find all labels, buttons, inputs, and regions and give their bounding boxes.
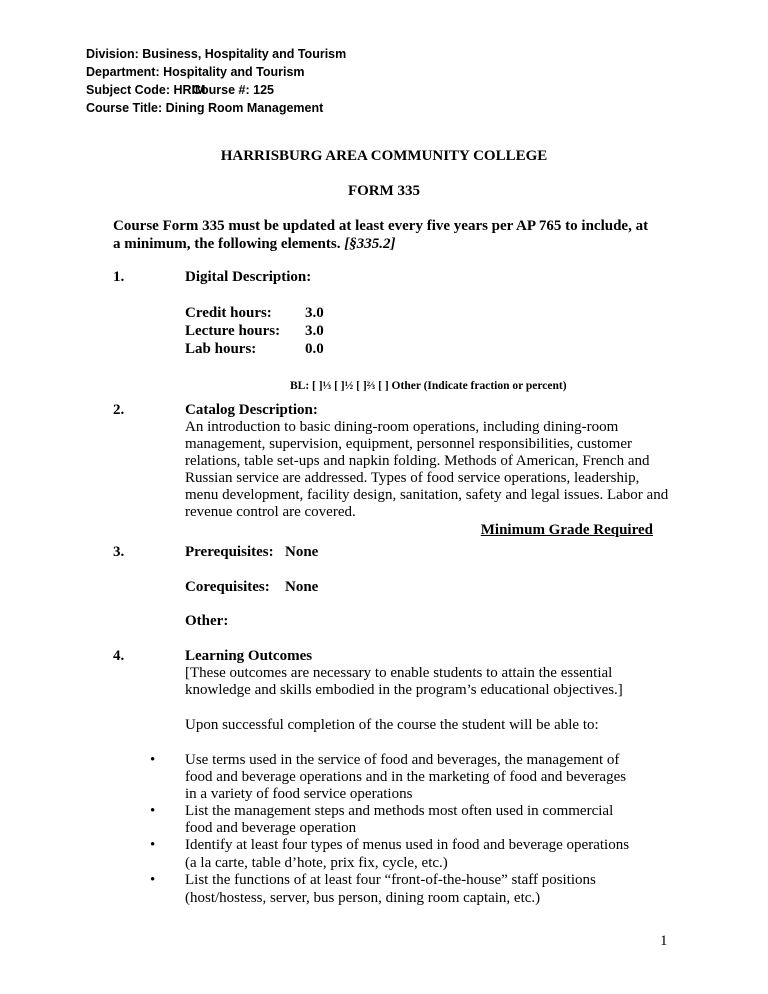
lecture-hours-value: 3.0 bbox=[305, 323, 324, 339]
outcomes-note-line: knowledge and skills embodied in the program’s educational objectives.] bbox=[185, 682, 623, 698]
outcome-line: List the management steps and methods most often used in commercial bbox=[185, 803, 614, 819]
other-label: Other: bbox=[185, 613, 229, 629]
catalog-line: revenue control are covered. bbox=[185, 504, 356, 520]
form-title: FORM 335 bbox=[347, 183, 421, 199]
lecture-hours-label: Lecture hours: bbox=[185, 323, 281, 339]
corequisites-label: Corequisites: bbox=[185, 579, 270, 595]
lab-hours-label: Lab hours: bbox=[185, 341, 257, 357]
prerequisites-label: Prerequisites: bbox=[185, 544, 274, 560]
corequisites-value: None bbox=[285, 579, 319, 595]
outcomes-lead: Upon successful completion of the course the student will be able to: bbox=[185, 717, 599, 733]
outcome-line: (a la carte, table d’hote, prix fix, cycle, etc.) bbox=[185, 855, 448, 871]
credit-hours-label: Credit hours: bbox=[185, 305, 272, 321]
bullet-icon: • bbox=[150, 837, 156, 853]
bullet-icon: • bbox=[150, 872, 156, 888]
course-title-line: Course Title: Dining Room Management bbox=[86, 101, 324, 115]
course-number: Course #: 125 bbox=[192, 83, 274, 97]
intro-line-2 bbox=[113, 235, 395, 253]
outcome-line: (host/hostess, server, bus person, dining room captain, etc.) bbox=[185, 890, 541, 906]
outcome-line: food and beverage operation bbox=[185, 820, 357, 836]
catalog-line: menu development, facility design, sanitation, safety and legal issues. Labor and bbox=[185, 487, 669, 503]
bullet-icon: • bbox=[150, 752, 156, 768]
credit-hours-value: 3.0 bbox=[305, 305, 324, 321]
department-line: Department: Hospitality and Tourism bbox=[86, 65, 305, 79]
college-name: HARRISBURG AREA COMMUNITY COLLEGE bbox=[220, 148, 548, 164]
catalog-line: Russian service are addressed. Types of food service operations, leadership, bbox=[185, 470, 640, 486]
min-grade-heading: Minimum Grade Required bbox=[480, 522, 653, 538]
section-2-title: Catalog Description: bbox=[185, 402, 318, 418]
lab-hours-value: 0.0 bbox=[305, 341, 324, 357]
bl-line: BL: [ ]⅓ [ ]½ [ ]⅔ [ ] Other (Indicate fraction or percent) bbox=[290, 380, 567, 392]
section-1-title: Digital Description: bbox=[185, 269, 312, 285]
intro-text: a minimum, the following elements. bbox=[113, 236, 341, 252]
division-line: Division: Business, Hospitality and Tourism bbox=[86, 47, 347, 61]
section-3-number: 3. bbox=[113, 544, 125, 560]
section-4-number: 4. bbox=[113, 648, 125, 664]
subject-code-line: Subject Code: HRIM bbox=[86, 83, 206, 97]
outcome-line: Identify at least four types of menus used in food and beverage operations bbox=[185, 837, 630, 853]
page-number: 1 bbox=[660, 933, 668, 949]
outcome-line: in a variety of food service operations bbox=[185, 786, 413, 802]
outcome-line: food and beverage operations and in the marketing of food and beverages bbox=[185, 769, 627, 785]
section-4-title: Learning Outcomes bbox=[185, 648, 313, 664]
intro-reference: [§335.2] bbox=[344, 236, 396, 252]
section-2-number: 2. bbox=[113, 402, 125, 418]
section-1-number: 1. bbox=[113, 269, 125, 285]
outcomes-note-line: [These outcomes are necessary to enable students to attain the essential bbox=[185, 665, 613, 681]
catalog-line: An introduction to basic dining-room operations, including dining-room bbox=[185, 419, 619, 435]
catalog-line: management, supervision, equipment, personnel responsibilities, customer bbox=[185, 436, 632, 452]
catalog-line: relations, table set-ups and napkin folding. Methods of American, French and bbox=[185, 453, 650, 469]
outcome-line: Use terms used in the service of food and beverages, the management of bbox=[185, 752, 620, 768]
bullet-icon: • bbox=[150, 803, 156, 819]
outcome-line: List the functions of at least four “front-of-the-house” staff positions bbox=[185, 872, 596, 888]
intro-line-1: Course Form 335 must be updated at least every five years per AP 765 to include, at bbox=[113, 218, 649, 234]
prerequisites-value: None bbox=[285, 544, 319, 560]
